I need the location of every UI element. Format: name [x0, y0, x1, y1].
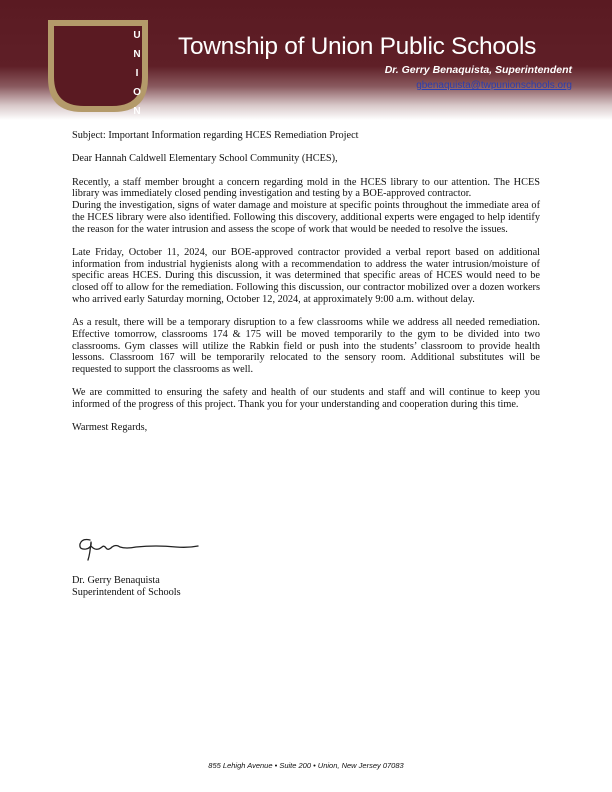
logo-letter: N — [133, 49, 141, 60]
union-u-logo — [44, 18, 156, 117]
paragraph: We are committed to ensuring the safety and health of our students and staff and will continue to keep you informed of the progress of this project. Thank you for your understanding and cooperation during this time. — [72, 387, 540, 411]
greeting: Dear Hannah Caldwell Elementary School Community (HCES), — [72, 153, 338, 165]
paragraph: As a result, there will be a temporary disruption to a few classrooms while we address all needed remediation. Effective tomorrow, classrooms 174 & 175 will be moved temporarily to the gym to be divided into two classrooms. Gym classes will utilize the Rabkin field or push into the students’ classroom to provide health lessons. Classroom 167 will be temporarily relocated to the sensory room. Additional substitutes will be requested to support the classrooms as well. — [72, 317, 540, 375]
subject-line: Subject: Important Information regarding HCES Remediation Project — [72, 130, 359, 141]
paragraph: During the investigation, signs of water damage and moisture at specific points throughout the immediate area of the HCES library were also identified. Following this discovery, additional experts were engaged to help identify the reason for the water intrusion and assess the scope of work that would be needed to resolve the issues. — [72, 200, 540, 235]
logo-letter: O — [133, 87, 141, 98]
logo-letter: N — [133, 106, 141, 117]
organization-name: Township of Union Public Schools — [178, 33, 537, 60]
logo-letter: I — [135, 68, 139, 79]
handwritten-signature — [76, 532, 206, 562]
letter-body — [72, 130, 540, 446]
logo-letter: U — [133, 30, 141, 41]
footer-address: 855 Lehigh Avenue • Suite 200 • Union, New Jersey 07083 — [208, 761, 404, 770]
letterhead-banner — [0, 0, 612, 120]
paragraph: Late Friday, October 11, 2024, our BOE-approved contractor provided a verbal report based on additional information from industrial hygienists along with a recommendation to address the water intrusion/moisture of specific areas HCES. During this discussion, it was determined that specific areas of HCES would need to be closed off to allow for the remediation. Following this discussion, our contractor mobilized over a dozen workers who arrived early Saturday morning, October 12, 2024, at approximately 9:00 a.m. without delay. — [72, 246, 540, 305]
signer-name: Dr. Gerry Benaquista — [72, 575, 160, 586]
email-link[interactable]: gbenaquista@twpunionschools.org — [416, 80, 572, 91]
signer-title: Superintendent of Schools — [72, 587, 181, 598]
superintendent-line: Dr. Gerry Benaquista, Superintendent — [384, 64, 572, 76]
signature-block — [72, 575, 181, 599]
closing: Warmest Regards, — [72, 422, 148, 434]
logo-letters — [124, 26, 150, 121]
paragraph: Recently, a staff member brought a concern regarding mold in the HCES library to our attention. The HCES library was immediately closed pending investigation and testing by a BOE-approved contractor. — [72, 176, 540, 200]
